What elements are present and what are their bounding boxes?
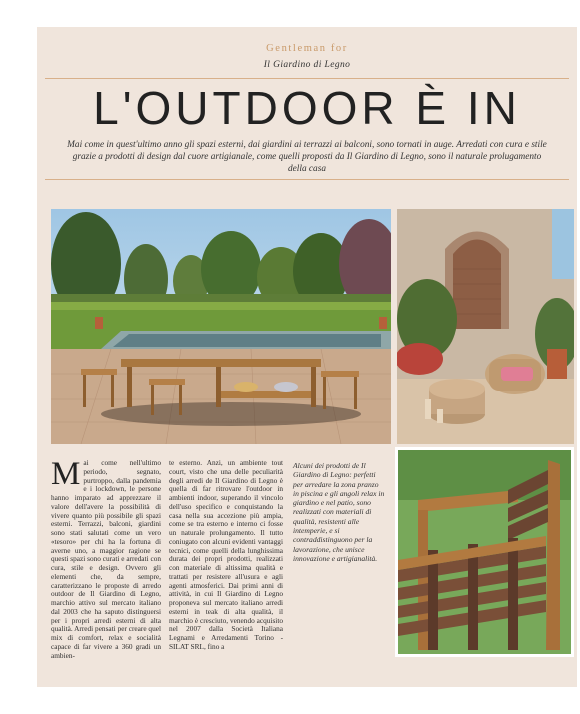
article-column-2: [169, 459, 283, 652]
garden-dining-photo: [51, 209, 391, 444]
article-lede: Mai come in quest'ultimo anno gli spazi esterni, dai giardini ai terrazzi ai balconi, sono tornati in auge. Arredati con cura e stile grazie a prodotti di design dal cuore artigianale, come quelli proposti da Il Giardino di Legno, sono il naturale prolugamento della casa: [67, 140, 547, 174]
article-column-1: [51, 456, 161, 660]
column-2-text: te esterno. Anzi, un ambiente tout court, visto che una delle peculiarità degli arredi de Il Giardino di Legno è quella di far ritrovare l'outdoor in ambienti indoor, superando il vincolo dell'uso specifico e conquistando la casa nella sua accezione più ampia, come se tra esterno e interno ci fosse un naturale prolungamento. Il tutto coniugato con alcuni evidenti vantaggi tecnici, come quelli della lunghissima durata dei propri prodotti, realizzati con materiale di altissima qualità e trattati per resistere all'usura e agli agenti atmosferici. Dai primi anni di attività, in cui Il Giardino di Legno proponeva sul mercato italiano arredi esterni in teak di alta qualità, il marchio è cresciuto, venendo acquisito nel 2007 dalla Società Italiana Legnami e Arredamenti Torino - SILAT SRL, fino a: [169, 458, 283, 651]
drop-cap: M: [51, 456, 81, 492]
article-title: L'OUTDOOR È IN: [93, 82, 521, 134]
patio-lounge-photo: [397, 209, 574, 444]
header-rule-top: [45, 78, 569, 79]
section-kicker: Gentleman for: [266, 43, 348, 54]
chair-detail-photo: [395, 447, 574, 657]
column-1-text: ai come nell'ultimo periodo, segnato, purtroppo, dalla pandemia e i lockdown, le persone hanno imparato ad apprezzare il valore dell'avere la possibilità di vivere quanto più possibile gli spazi esterni. Terrazzi, balconi, giardini sono stati salutati come un vero «tesoro» per chi ha la fortuna di averne uno, a maggior ragione se questi spazi sono curati e arredati con cura, stile e design. Ovvero gli elementi che, da sempre, caratterizzano le proposte di arredo outdoor de Il Giardino di Legno, marchio attivo sul mercato italiano dal 2003 che ha saputo distinguersi per i propri arredi esterni di alta qualità. Arredi pensati per creare quel mix di comfort, relax e socialità capace di far vivere a 360 gradi un ambien-: [51, 458, 161, 660]
pull-quote: Alcuni dei prodotti de Il Giardino di Legno: perfetti per arredare la zona pranzo in piscina e gli angoli relax in giardino e nel patio, sono realizzati con materiali di qualità, resistenti alle intemperie, e si contraddistinguono per la lavorazione, che unisce innovazione e artigianalità.: [293, 461, 385, 563]
header-rule-bottom: [45, 179, 569, 180]
brand-subtitle: Il Giardino di Legno: [263, 60, 351, 70]
magazine-page: [37, 27, 577, 687]
